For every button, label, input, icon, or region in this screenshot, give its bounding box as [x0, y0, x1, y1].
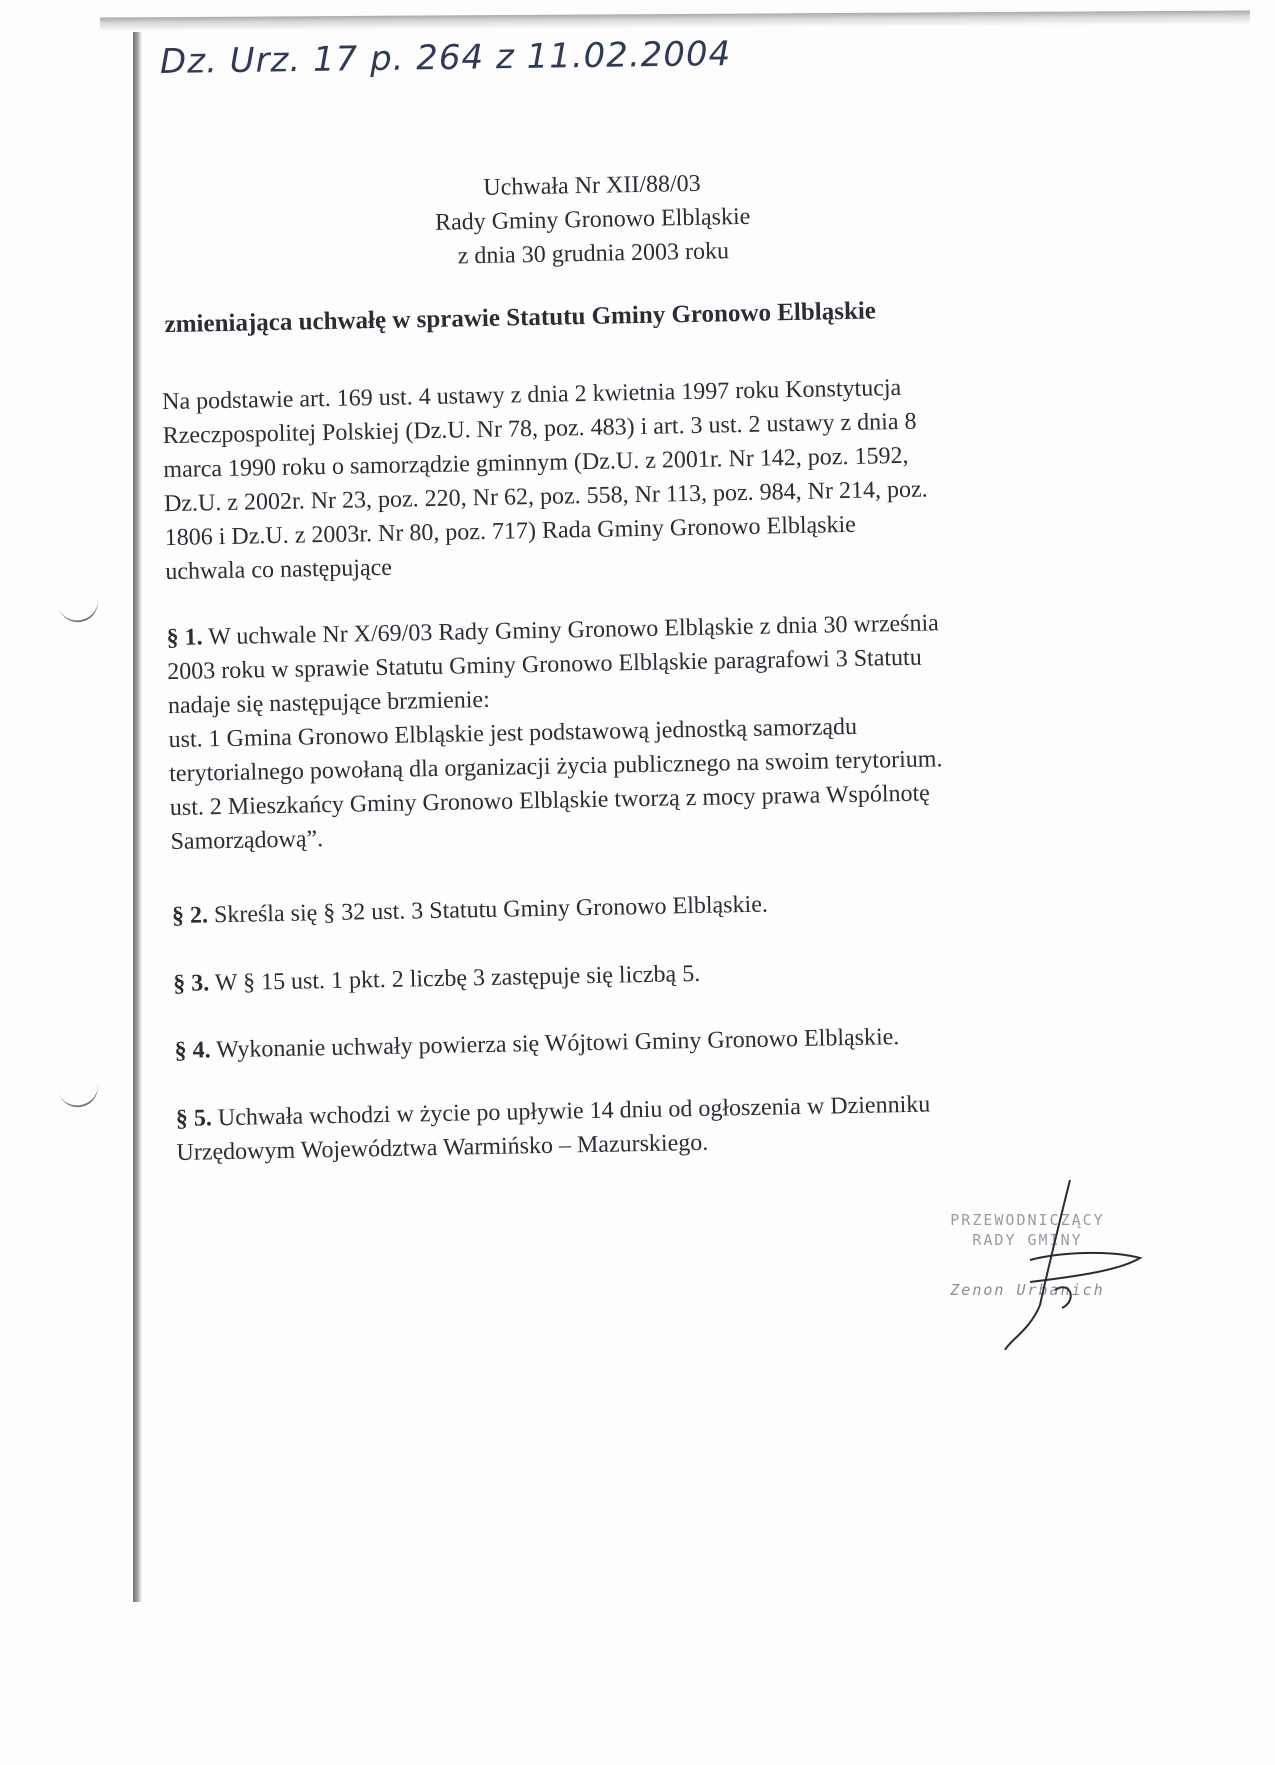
resolution-subject: zmieniająca uchwałę w sprawie Statutu Gminy Gronowo Elbląskie [164, 297, 877, 339]
section-symbol: § 1. [166, 624, 203, 652]
section-symbol: § 3. [173, 970, 210, 998]
section-text: terytorialnego powołaną dla organizacji życia publicznego na swoim terytorium. [169, 746, 943, 788]
section-3 [173, 957, 701, 1001]
stamp-name: Zenon Urbanich [950, 1281, 1105, 1299]
section-text: ust. 1 Gmina Gronowo Elbląskie jest podstawową jednostką samorządu [168, 713, 858, 754]
resolution-date: z dnia 30 grudnia 2003 roku [457, 238, 730, 270]
signature [1000, 1180, 1160, 1350]
section-text: W § 15 ust. 1 pkt. 2 liczbę 3 zastępuje się liczbą 5. [209, 960, 701, 997]
preamble-line: marca 1990 roku o samorządzie gminnym (Dz.U. z 2001r. Nr 142, poz. 1592, [163, 442, 909, 484]
section-text: Skreśla się § 32 ust. 3 Statutu Gminy Gronowo Elbląskie. [207, 891, 769, 929]
section-text: Uchwała wchodzi w życie po upływie 14 dniu od ogłoszenia w Dzienniku [211, 1091, 931, 1132]
section-text: Wykonanie uchwały powierza się Wójtowi Gminy Gronowo Elbląskie. [210, 1024, 900, 1064]
section-2 [172, 888, 769, 933]
section-text: W uchwale Nr X/69/03 Rady Gminy Gronowo Elbląskie z dnia 30 września [202, 610, 940, 651]
resolution-body: Rady Gminy Gronowo Elbląskie [434, 203, 751, 236]
section-5 [176, 1088, 932, 1170]
stamp-line: RADY GMINY [972, 1231, 1083, 1249]
preamble-line: uchwala co następujące [165, 554, 393, 586]
preamble [162, 370, 929, 589]
section-text: ust. 2 Mieszkańcy Gminy Gronowo Elbląskie tworzą z mocy prawa Wspólnotę [169, 780, 931, 822]
section-text: Urzędowym Województwa Warmińsko – Mazurskiego. [176, 1129, 709, 1166]
section-1 [166, 606, 944, 859]
section-4 [174, 1020, 899, 1068]
section-text: 2003 roku w sprawie Statutu Gminy Gronowo Elbląskie paragrafowi 3 Statutu [167, 644, 922, 686]
preamble-line: Rzeczpospolitej Polskiej (Dz.U. Nr 78, poz. 483) i art. 3 ust. 2 ustawy z dnia 8 [162, 408, 917, 450]
section-symbol: § 2. [171, 902, 209, 930]
preamble-line: 1806 i Dz.U. z 2003r. Nr 80, poz. 717) Rada Gminy Gronowo Elbląskie [164, 511, 857, 552]
section-text: nadaje się następujące brzmienie: [167, 686, 490, 720]
section-text: Samorządową”. [170, 826, 324, 856]
resolution-title: Uchwała Nr XII/88/03 [483, 170, 701, 201]
preamble-line: Dz.U. z 2002r. Nr 23, poz. 220, Nr 62, poz. 558, Nr 113, poz. 984, Nr 214, poz. [163, 476, 928, 518]
section-symbol: § 5. [175, 1105, 213, 1133]
preamble-line: Na podstawie art. 169 ust. 4 ustawy z dnia 2 kwietnia 1997 roku Konstytucja [161, 374, 902, 416]
handwritten-note: Dz. Urz. 17 p. 264 z 11.02.2004 [159, 34, 732, 82]
stamp-line: PRZEWODNICZĄCY [950, 1211, 1105, 1229]
section-symbol: § 4. [174, 1037, 211, 1065]
